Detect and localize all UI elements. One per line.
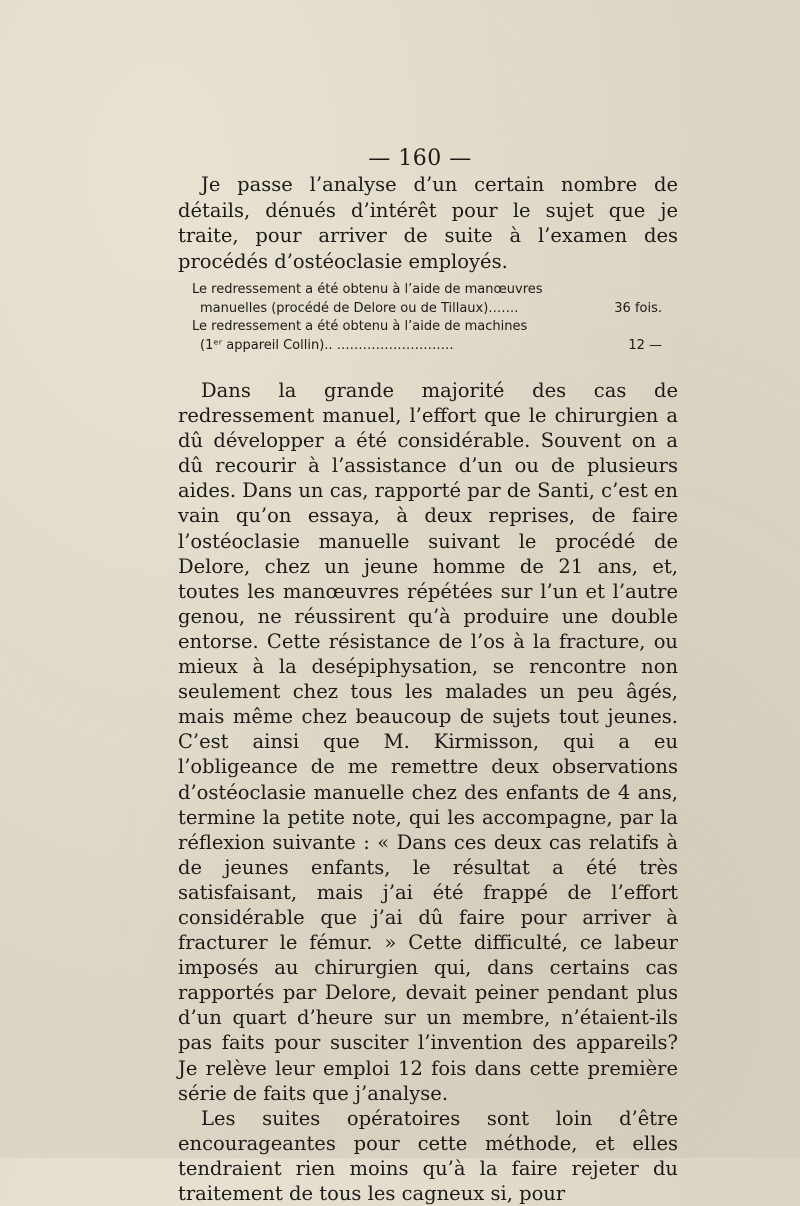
procedure-count-table — [178, 281, 678, 355]
table-row-count: 12 — — [628, 337, 662, 353]
page-number: — 160 — — [368, 146, 472, 171]
body-text — [178, 378, 678, 1206]
table-row-line1: Le redressement a été obtenu à l’aide de machines — [192, 319, 528, 334]
table-row-line2: manuelles (procédé de Delore ou de Tillaux)……. — [200, 300, 519, 316]
table-row-count: 36 fois. — [614, 300, 662, 316]
table-row — [178, 281, 678, 318]
body-paragraph: Dans la grande majorité des cas de redressement manuel, l’effort que le chirurgien a dû développer a été considérable. Souvent on a dû recourir à l’assistance d’un ou de plusieurs aides. Dans un cas, rapporté par de Santi, c’est en vain qu’on essaya, à deux reprises, de faire l’ostéoclasie manuelle suivant le procédé de Delore, chez un jeune homme de 21 ans, et, toutes les manœuvres répétées sur l’un et l’autre genou, ne réussirent qu’à produire une double entorse. Cette résistance de l’os à la fracture, ou mieux à la desépiphysation, se rencontre non seulement chez tous les malades un peu âgés, mais même chez beaucoup de sujets tout jeunes. C’est ainsi que M. Kirmisson, qui a eu l’obligeance de me remettre deux observations d’ostéoclasie manuelle chez des enfants de 4 ans, termine la petite note, qui les accompagne, par la réflexion suivante : « Dans ces deux cas relatifs à de jeunes enfants, le résultat a été très satisfaisant, mais j’ai été frappé de l’effort considérable que j’ai dû faire pour arriver à fracturer le fémur. » Cette difficulté, ce labeur imposés au chirurgien qui, dans certains cas rapportés par Delore, devait peiner pendant plus d’un quart d’heure sur un membre, n’étaient-ils pas faits pour susciter l’invention des appareils? Je relève leur emploi 12 fois dans cette première série de faits que j’analyse. — [178, 379, 678, 1105]
table-row — [178, 318, 678, 355]
table-row-line1: Le redressement a été obtenu à l’aide de manœuvres — [192, 282, 543, 297]
intro-paragraph: Je passe l’analyse d’un certain nombre de détails, dénués d’intérêt pour le sujet que je traite, pour arriver de suite à l’examen des procédés d’ostéoclasie employés. — [178, 173, 678, 273]
table-row-line2: (1ᵉʳ appareil Collin).. ……………………… — [200, 337, 454, 353]
body-paragraph: Les suites opératoires sont loin d’être encourageantes pour cette méthode, et elles tendraient rien moins qu’à la faire rejeter du traitement de tous les cagneux si, pour — [178, 1106, 678, 1205]
